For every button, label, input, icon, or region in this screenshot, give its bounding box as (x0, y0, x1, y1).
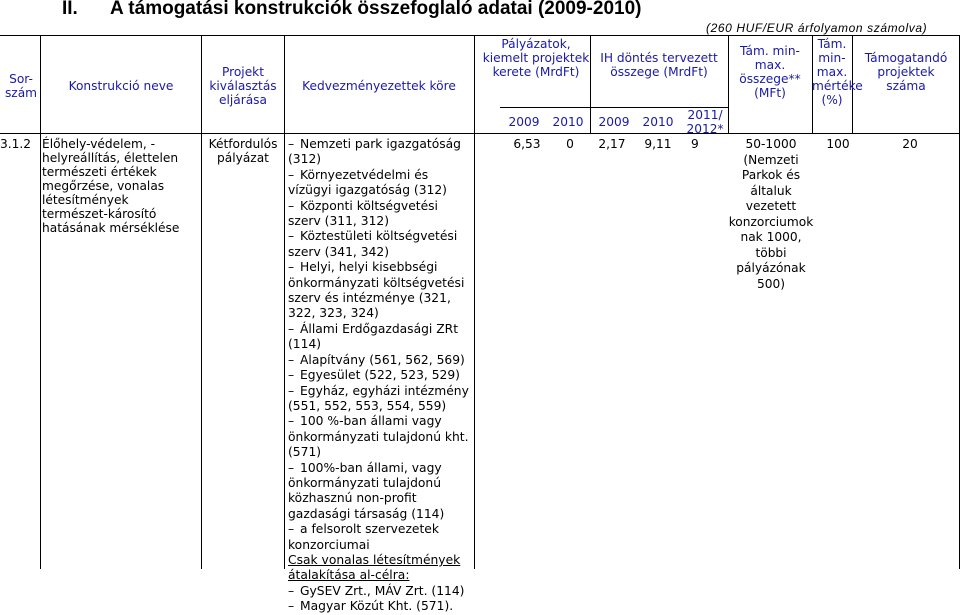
section-number: II. (62, 0, 78, 19)
col-border-6 (728, 35, 729, 133)
list-item: – Környezetvédelmi és vízügyi igazgatóság (312) (288, 167, 447, 198)
list-item: – Központi költségvetési szerv (311, 312) (288, 198, 438, 229)
col-border-2 (201, 35, 202, 569)
list-item: – Állami Erdőgazdasági ZRt (114) (288, 321, 459, 352)
row-palyazat-2009: 6,53 (513, 137, 541, 151)
row-tam-osszeg: 50-1000 (Nemzeti Parkok és általuk vezetett konzorciumok nak 1000, többi pályázónak 500) (728, 137, 814, 291)
vonalas-heading: Csak vonalas létesítmények átalakítása al-célra: (288, 552, 461, 583)
kedvezmenyezett-list (288, 168, 472, 553)
year-ih-2011-2012: 2011/ 2012* (686, 108, 724, 136)
year-ih-2009: 2009 (598, 115, 630, 129)
row-palyazat-2010: 0 (566, 137, 574, 151)
year-palyazat-2010: 2010 (552, 115, 584, 129)
exchange-rate-note: (260 HUF/EUR árfolyamon számolva) (706, 21, 928, 35)
kedvezmenyezett-intro: – Nemzeti park igazgatóság (312) (288, 137, 461, 167)
list-item: – GySEV Zrt., MÁV Zrt. (114) (288, 583, 465, 598)
header-ih-dontes: IH döntés tervezett összege (MrdFt) (600, 51, 718, 79)
row-tam-mertek: 100 (826, 137, 850, 151)
table-top-border (0, 35, 960, 36)
row-tamogatando: 20 (902, 137, 918, 151)
row-ih-2011-2012: 9 (691, 137, 699, 151)
list-item: – 100%-ban állami, vagy önkormányzati tulajdonú közhasznú non-profit gazdasági társaság (114) (288, 460, 445, 521)
header-tamogatando: Támogatandó projektek száma (864, 51, 948, 93)
header-tam-osszeg: Tám. min-max. összege** (MFt) (739, 44, 801, 100)
vonalas-list (288, 584, 472, 615)
row-ih-2010: 9,11 (644, 137, 672, 151)
header-projekt: Projekt kiválasztás eljárása (209, 65, 277, 107)
list-item: – Köztestületi költségvetési szerv (341, 342) (288, 229, 458, 259)
page-title (62, 0, 641, 20)
row-konstrukcio: Élőhely-védelem, -helyreállítás, élettelen természeti értékek megőrzése, vonalas létesítmények természet-károsító hatásának mérséklése (42, 137, 180, 235)
list-item: – a felsorolt szervezetek konzorciumai (288, 522, 439, 552)
list-item: – Egyház, egyházi intézmény (551, 552, 553, 554, 559) (288, 383, 469, 413)
row-projekt: Kétfordulós pályázat (208, 137, 278, 165)
list-item: – 100 %-ban állami vagy önkormányzati tulajdonú kht. (571) (288, 414, 469, 460)
header-kedvezmenyezettek: Kedvezményezettek köre (302, 79, 456, 93)
row-kedvezmenyezettek (288, 137, 472, 615)
col-border-1 (40, 35, 41, 569)
row-ih-2009: 2,17 (598, 137, 626, 151)
header-bottom-border (0, 133, 960, 134)
list-item: – Helyi, helyi kisebbségi önkormányzati költségvetési szerv és intézménye (321, 322, 323, 324) (288, 260, 465, 321)
col-border-3 (284, 35, 285, 569)
list-item: – Alapítvány (561, 562, 569) (288, 352, 465, 367)
year-ih-2010: 2010 (642, 115, 674, 129)
list-item: – Egyesület (522, 523, 529) (288, 368, 460, 383)
header-tam-mertek: Tám. min-max. mértéke (%) (812, 37, 863, 107)
row-sorszam: 3.1.2 (0, 137, 32, 151)
section-title: A támogatási konstrukciók összefoglaló adatai (2009-2010) (110, 0, 642, 19)
col-border-4 (474, 35, 475, 569)
header-konstrukcio: Konstrukció neve (68, 79, 174, 93)
year-palyazat-2009: 2009 (508, 115, 540, 129)
header-sorszam: Sor-szám (4, 72, 38, 100)
list-item: – Magyar Közút Kht. (571). (288, 599, 454, 614)
header-palyazatok: Pályázatok, kiemelt projektek kerete (MrdFt) (482, 37, 590, 79)
